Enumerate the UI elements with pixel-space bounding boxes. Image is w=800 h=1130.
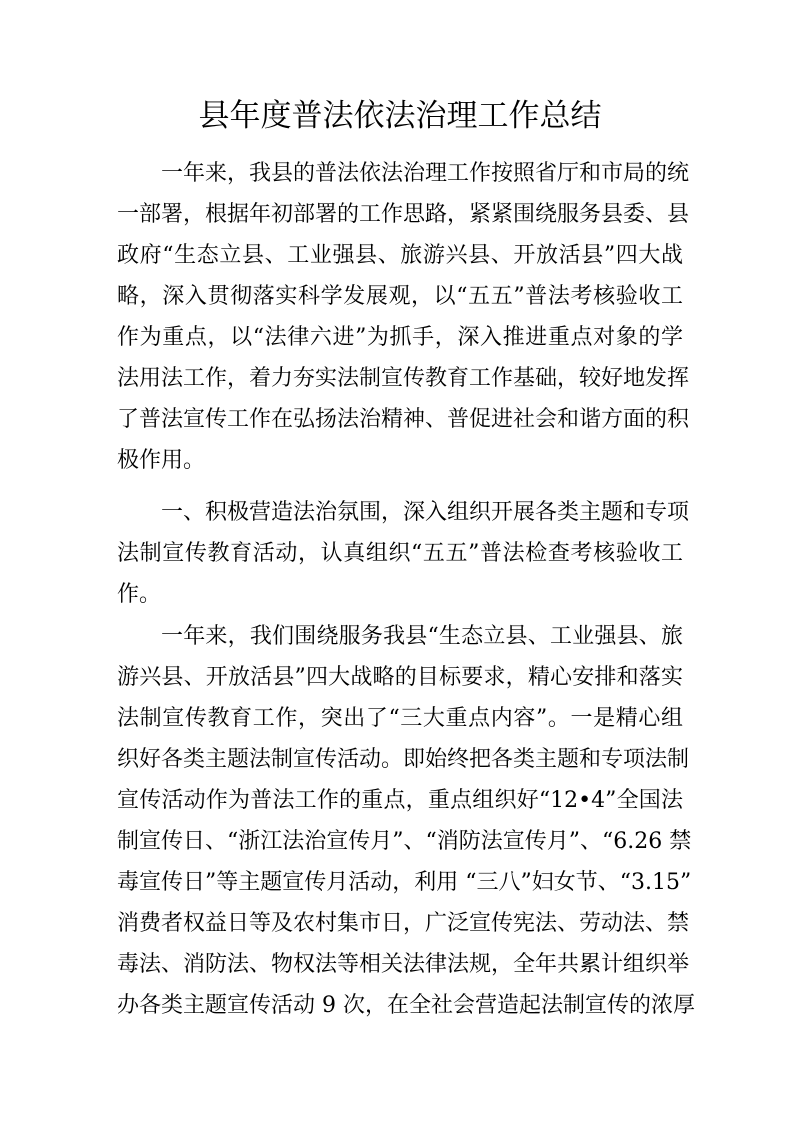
paragraph-2-line-1: 一、积极营造法治氛围，深入组织开展各类主题和专项 [161,500,690,525]
paragraph-3-line-2: 游兴县、开放活县”四大战略的目标要求，精心安排和落实 [117,665,683,690]
paragraph-3-line-8: 消费者权益日等及农村集市日，广泛宣传宪法、劳动法、禁 [117,911,690,936]
document-title: 县年度普法依法治理工作总结 [198,98,602,134]
paragraph-1-line-5: 作为重点，以“法律六进”为抓手，深入推进重点对象的学 [117,325,683,350]
paragraph-3-line-7: 毒宣传日”等主题宣传月活动，利用 “三八”妇女节、“3.15” [117,870,692,895]
paragraph-1-line-2: 一部署，根据年初部署的工作思路，紧紧围绕服务县委、县 [117,202,690,227]
paragraph-3-line-10: 办各类主题宣传活动 9 次，在全社会营造起法制宣传的浓厚 [117,993,695,1018]
paragraph-1-line-4: 略，深入贯彻落实科学发展观，以“五五”普法考核验收工 [117,284,683,309]
paragraph-3-line-6: 制宣传日、“浙江法治宣传月”、“消防法宣传月”、“6.26 禁 [117,829,692,854]
paragraph-3-line-3: 法制宣传教育工作，突出了“三大重点内容”。一是精心组 [117,706,683,731]
paragraph-1-line-7: 了普法宣传工作在弘扬法治精神、普促进社会和谐方面的积 [117,407,690,432]
paragraph-1-line-6: 法用法工作，着力夯实法制宣传教育工作基础，较好地发挥 [117,366,690,391]
paragraph-3-line-9: 毒法、消防法、物权法等相关法律法规，全年共累计组织举 [117,952,690,977]
paragraph-1-line-3: 政府“生态立县、工业强县、旅游兴县、开放活县”四大战 [117,243,683,268]
paragraph-1-line-8: 极作用。 [117,448,206,473]
paragraph-3-line-5: 宣传活动作为普法工作的重点，重点组织好“12•4”全国法 [117,788,683,813]
paragraph-2-line-3: 作。 [117,582,162,607]
paragraph-3-line-1: 一年来，我们围绕服务我县“生态立县、工业强县、旅 [161,624,683,649]
paragraph-2-line-2: 法制宣传教育活动，认真组织“五五”普法检查考核验收工 [117,541,683,566]
paragraph-1-line-1: 一年来，我县的普法依法治理工作按照省厅和市局的统 [161,161,690,186]
paragraph-3-line-4: 织好各类主题法制宣传活动。即始终把各类主题和专项法制 [117,747,690,772]
